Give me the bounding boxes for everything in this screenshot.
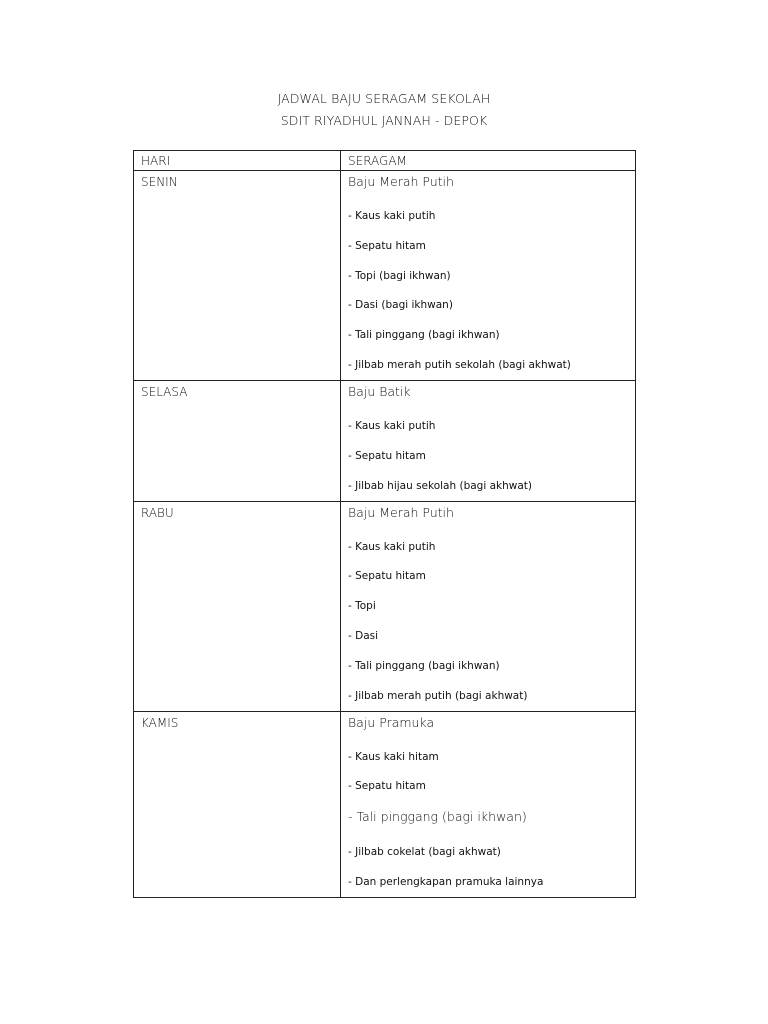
uniform-name: Baju Merah Putih [348, 504, 454, 520]
uniform-item: - Dan perlengkapan pramuka lainnya [348, 875, 544, 888]
day-kamis: KAMIS [134, 711, 341, 897]
uniform-item: - Dasi (bagi ikhwan) [348, 299, 453, 312]
uniform-cell-kamis [341, 711, 636, 897]
uniform-item: - Kaus kaki putih [348, 419, 436, 432]
uniform-item: - Topi [348, 600, 376, 613]
uniform-item: - Jilbab merah putih (bagi akhwat) [348, 689, 528, 702]
table-row-kamis [134, 711, 636, 897]
uniform-item: - Tali pinggang (bagi ikhwan) [348, 329, 500, 342]
uniform-item: - Kaus kaki hitam [348, 750, 439, 763]
uniform-item: - Kaus kaki putih [348, 210, 436, 222]
header-day: HARI [134, 151, 341, 171]
uniform-item: - Kaus kaki putih [348, 540, 436, 553]
uniform-cell-rabu [341, 501, 636, 711]
uniform-cell-senin [341, 171, 636, 381]
uniform-item: - Jilbab hijau sekolah (bagi akhwat) [348, 479, 533, 492]
uniform-schedule-table [133, 150, 636, 898]
day-senin: SENIN [134, 171, 341, 381]
uniform-item: - Sepatu hitam [348, 570, 426, 583]
uniform-name: Baju Merah Putih [348, 174, 454, 189]
uniform-item: - Jilbab cokelat (bagi akhwat) [348, 846, 501, 859]
uniform-item: - Dasi [348, 629, 379, 642]
day-rabu: RABU [134, 501, 341, 711]
school-name: SDIT RIYADHUL JANNAH - DEPOK [280, 113, 488, 128]
day-selasa: SELASA [134, 380, 341, 501]
uniform-cell-selasa [341, 380, 636, 501]
table-row-senin [134, 171, 636, 381]
uniform-name: Baju Batik [348, 383, 411, 399]
header-uniform: SERAGAM [341, 151, 636, 171]
document-title: JADWAL BAJU SERAGAM SEKOLAH [277, 91, 491, 106]
uniform-item: - Tali pinggang (bagi ikhwan) [348, 809, 527, 825]
uniform-item: - Sepatu hitam [348, 449, 426, 462]
uniform-item: - Tali pinggang (bagi ikhwan) [348, 659, 500, 672]
uniform-item: - Sepatu hitam [348, 780, 426, 793]
uniform-item: - Jilbab merah putih sekolah (bagi akhwat) [348, 358, 571, 371]
uniform-item: - Topi (bagi ikhwan) [348, 269, 451, 282]
table-row-rabu [134, 501, 636, 711]
uniform-name: Baju Pramuka [348, 714, 435, 730]
table-header-row [134, 151, 636, 171]
table-row-selasa [134, 380, 636, 501]
uniform-item: - Sepatu hitam [348, 239, 426, 252]
